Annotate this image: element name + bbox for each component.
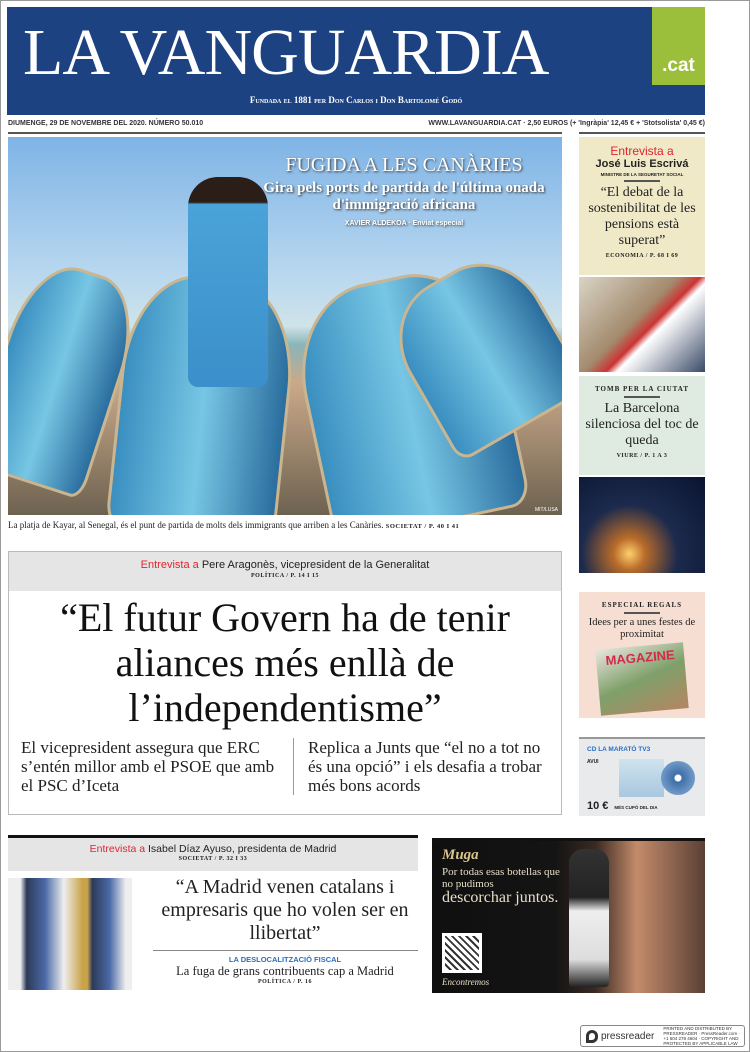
title: La Barcelona silenciosa del toc de queda [585,401,699,448]
cd-cover [619,759,664,797]
masthead-subtitle: Fundada el 1881 per Don Carlos i Don Bartolomé Godó [249,95,463,105]
kicker: ESPECIAL REGALS [601,601,683,609]
caption-section[interactable]: SOCIETAT / P. 40 I 41 [385,523,460,530]
interview-columns [9,730,561,795]
price-row [587,800,658,812]
sidebar-marato-cd[interactable] [579,737,705,816]
sidebar-interview-escriva[interactable] [579,137,705,275]
kicker: Entrevista a [89,843,146,855]
divider [579,132,705,134]
sub-headline[interactable]: La fuga de grans contribuents cap a Madrid [176,964,394,978]
escriva-photo [579,277,705,372]
dateline: DIUMENGE, 29 DE NOVEMBRE DEL 2020. NÚMERO 50.010 [8,120,204,127]
kicker: Entrevista a [140,559,199,571]
price: 10 € [587,800,609,812]
section: ECONOMIA / P. 68 I 69 [605,253,679,259]
qr-code-icon[interactable] [442,933,482,973]
cat-badge: .cat [652,7,705,85]
interview-column-1: El vicepresident assegura que ERC s’entén millor amb el PSOE que amb el PSC d’Iceta [21,738,275,795]
price-line: WWW.LAVANGUARDIA.CAT · 2,50 EUROS (+ 'Ingràpia' 12,45 € + 'Stotsolista' 0,45 €) [428,120,705,127]
ad-text [442,866,562,905]
masthead[interactable] [7,7,705,115]
barcelona-night-photo [579,477,705,573]
pressreader-logo-icon [586,1030,598,1043]
kicker: CD LA MARATÓ TV3 [587,746,651,753]
lead-deck[interactable]: Gira pels ports de partida de l'última onada d'immigració africana [263,180,545,213]
ayuso-header[interactable] [8,838,418,871]
divider [624,396,660,398]
lead-caption [8,520,562,532]
quote: “El debat de la sostenibilitat de les pensions està superat” [588,185,696,248]
interview-aragones[interactable] [8,551,562,815]
photo-credit: MIT/LUSA [534,507,558,513]
wine-bottle-image [569,849,609,987]
pressreader-fine-print: PRINTED AND DISTRIBUTED BY PRESSREADER · PressReader.com · +1 604 278 4604 · COPYRIGHT AND PROTECTED BY APPLICABLE LAW [663,1026,740,1046]
note: MÉS CUPÓ DEL DIA [614,805,658,810]
sub-kicker: LA DESLOCALITZACIÓ FISCAL [228,955,342,964]
section: SOCIETAT / P. 32 I 33 [178,856,248,862]
role: MINISTRE DE LA SEGURETAT SOCIAL [600,172,684,177]
label: AVUI [587,759,599,765]
pressreader-brand: pressreader [601,1030,655,1042]
lead-byline: XAVIER ALDEKOA · Enviat especial [344,220,464,227]
interview-header [9,552,561,591]
masthead-title: LA VANGUARDIA [23,17,549,89]
subject: Pere Aragonès, vicepresident de la Generalitat [201,559,430,571]
sidebar-especial-regals[interactable] [579,592,705,718]
sidebar-barcelona[interactable] [579,376,705,475]
lead-headline-block [254,153,554,227]
section: POLÍTICA / P. 14 I 15 [251,573,319,579]
ayuso-text-block [150,876,420,986]
interview-column-2: Replica a Junts que “el no a tot no és una opció” i els desafia a trobar més bons acords [293,738,549,795]
section: VIURE / P. 1 A 3 [616,453,668,459]
ayuso-quote[interactable]: “A Madrid venen catalans i empresaris que ho volen ser en llibertat” [161,876,409,944]
pressreader-badge[interactable] [580,1025,745,1047]
divider [624,612,660,614]
kicker: Entrevista a [610,144,674,158]
divider [153,950,418,951]
ad-big-text: descorchar juntos. [442,889,559,906]
name: José Luis Escrivá [595,158,689,170]
subject: Isabel Díaz Ayuso, presidenta de Madrid [148,843,337,855]
ad-line: Por todas esas botellas que no pudimos [442,866,560,890]
divider [624,180,660,182]
ad-signature: Encontremos [442,977,490,987]
muga-advertisement[interactable] [432,838,705,993]
ayuso-photo [8,878,132,990]
sub-section: POLÍTICA / P. 16 [257,979,313,985]
kicker: TOMB PER LA CIUTAT [594,385,690,393]
magazine-cover: MAGAZINE [595,642,688,715]
interview-headline[interactable]: “El futur Govern ha de tenir aliances més enllà de l’independentisme” [60,595,510,730]
lead-photo[interactable] [8,137,562,515]
title: Idees per a unes festes de proximitat [588,617,696,640]
ad-brand: Muga [442,847,479,863]
divider [8,132,562,134]
lead-kicker[interactable]: FUGIDA A LES CANÀRIES [285,154,523,176]
caption-text: La platja de Kayar, al Senegal, és el punt de partida de molts dels immigrants que arriben a les Canàries. [8,520,384,530]
cd-disc-icon [661,761,695,795]
